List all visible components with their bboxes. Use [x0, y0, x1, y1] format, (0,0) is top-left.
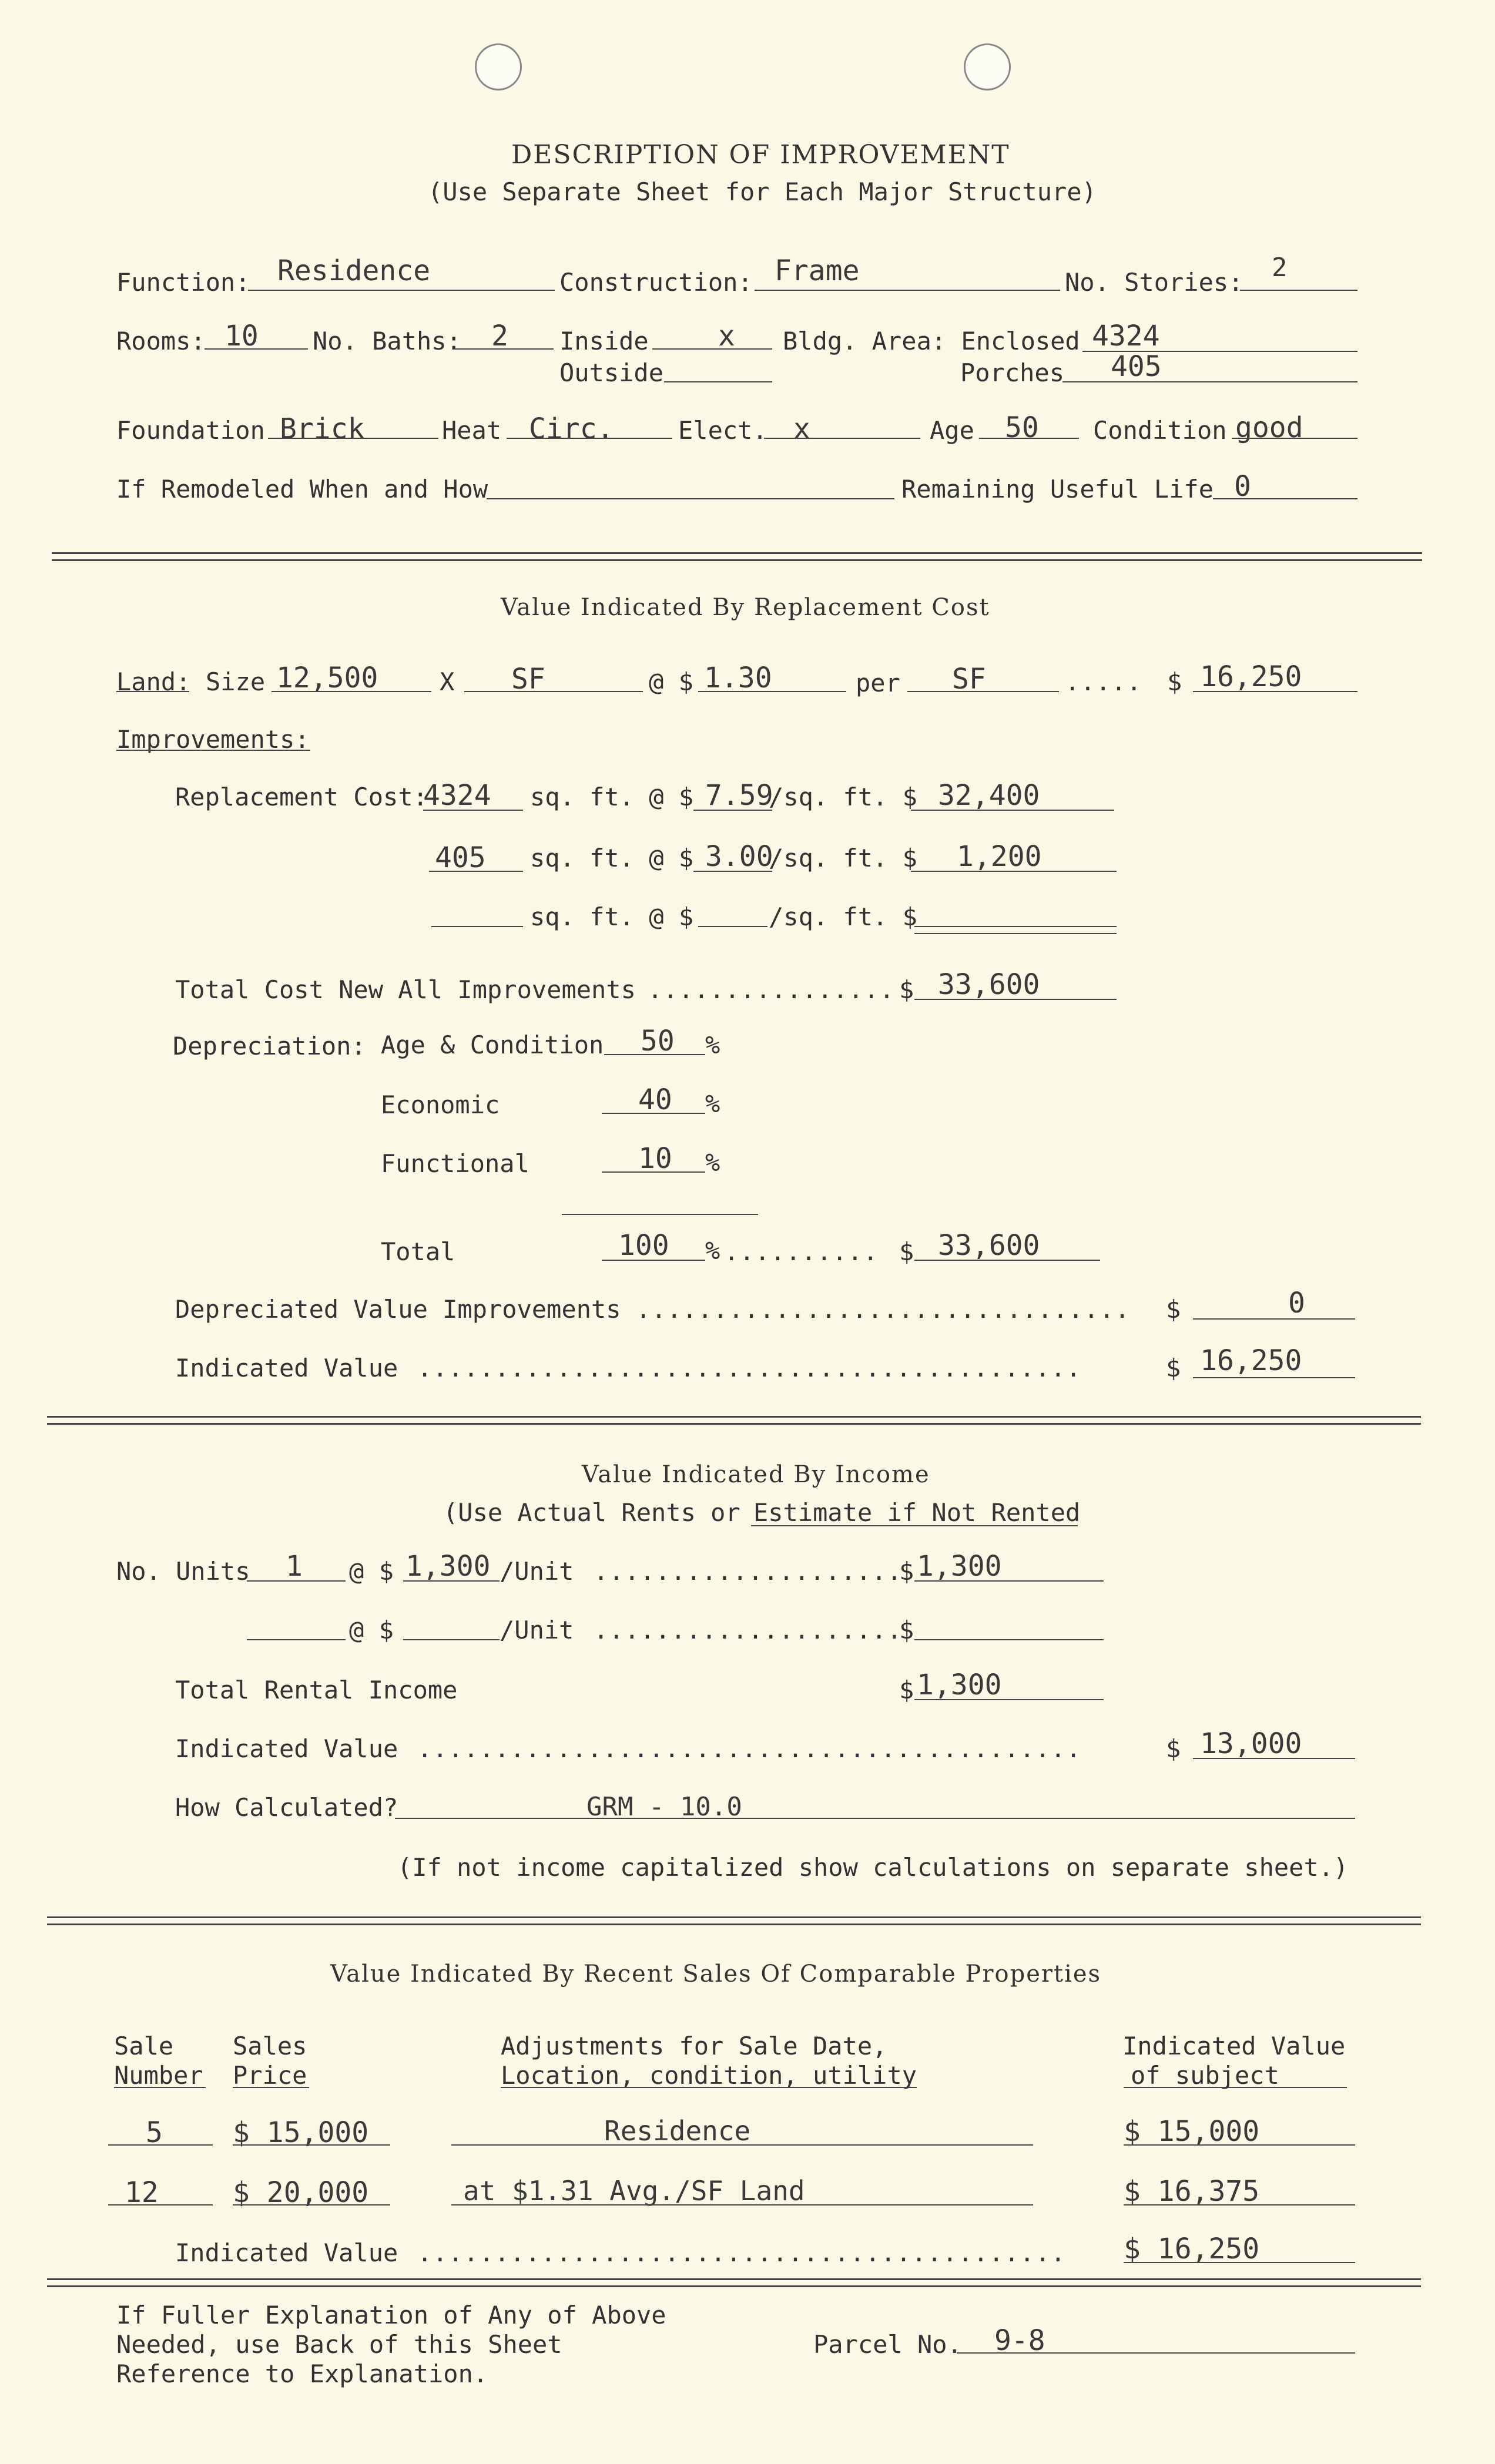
age-value: 50 [1005, 411, 1039, 444]
income-subheading-underline [751, 1525, 1078, 1526]
depreciated-value-label: Depreciated Value Improvements [175, 1295, 621, 1324]
how-calculated-value: GRM - 10.0 [586, 1792, 742, 1822]
stories-line [1240, 290, 1357, 291]
row2-sqft-at: sq. ft. @ $ [530, 844, 694, 872]
baths-value: 2 [491, 320, 508, 353]
row1-sqft-at: sq. ft. @ $ [530, 783, 694, 811]
sales-indicated-value: $ 16,250 [1124, 2233, 1260, 2265]
land-per-value: SF [952, 663, 986, 696]
sale1-price-line [233, 2144, 390, 2146]
porches-label: Porches [960, 358, 1065, 387]
condition-line [1232, 438, 1357, 439]
depreciation-total-dollar: $ [899, 1237, 914, 1266]
baths-label: No. Baths: [313, 327, 461, 355]
section-divider [52, 552, 1422, 554]
col-indicated-underline [1124, 2087, 1347, 2088]
construction-label: Construction: [559, 268, 753, 297]
per-label: per [856, 669, 900, 697]
improvements-label: Improvements: [116, 725, 310, 754]
land-dots: ..... [1065, 667, 1142, 696]
depreciation-total-line [602, 1260, 705, 1261]
units-row-dollar: $ [899, 1557, 914, 1586]
row1-rate-line [693, 810, 772, 811]
depreciation-total-amount: 33,600 [938, 1229, 1040, 1262]
per-unit-label: /Unit [500, 1557, 574, 1586]
section-divider [52, 559, 1422, 561]
row3-total-line [914, 926, 1117, 927]
sale2-price-line [233, 2204, 390, 2205]
section-divider [47, 1416, 1421, 1418]
parcel-label: Parcel No. [813, 2330, 962, 2359]
row2-sqft-line [429, 871, 523, 872]
depreciation-total-value: 100 [618, 1229, 669, 1262]
elect-value: x [793, 412, 810, 445]
land-unit-line [464, 691, 643, 692]
punch-hole-right [964, 43, 1011, 90]
income-indicated-dots: ........................................... [417, 1734, 1082, 1763]
enclosed-value: 4324 [1092, 320, 1160, 353]
total-cost-value: 33,600 [938, 968, 1040, 1001]
heat-label: Heat [442, 416, 502, 445]
economic-label: Economic [381, 1090, 500, 1119]
land-at-label: @ $ [649, 667, 693, 696]
total-rental-label: Total Rental Income [175, 1676, 458, 1704]
land-rate-line [698, 691, 846, 692]
land-dollar: $ [1167, 667, 1182, 696]
function-value: Residence [277, 254, 431, 287]
function-line [248, 290, 555, 291]
functional-label: Functional [381, 1149, 529, 1178]
parcel-value: 9-8 [994, 2324, 1045, 2357]
sale1-number: 5 [146, 2116, 163, 2149]
rent-line [403, 1580, 500, 1582]
section-divider [47, 1923, 1421, 1925]
col-indicated-line1: Indicated Value [1122, 2032, 1346, 2060]
footer-note-line2: Needed, use Back of this Sheet [116, 2330, 562, 2359]
land-label: Land: [116, 667, 191, 696]
age-condition-label: Age & Condition [381, 1030, 604, 1059]
row2-per-sqft: /sq. ft. $ [769, 844, 917, 872]
units-row-total-line [914, 1580, 1104, 1582]
sale1-number-line [108, 2144, 213, 2146]
remodeled-line [487, 498, 894, 499]
elect-label: Elect. [678, 416, 767, 445]
land-per-line [907, 691, 1059, 692]
depreciation-total-pct: % [705, 1236, 720, 1265]
inside-label: Inside [559, 327, 649, 355]
foundation-label: Foundation [116, 416, 265, 445]
income-heading: Value Indicated By Income [582, 1461, 930, 1488]
economic-pct: % [705, 1089, 720, 1118]
page-subtitle: (Use Separate Sheet for Each Major Structure) [428, 177, 1097, 206]
bldg-area-label: Bldg. Area: Enclosed [783, 327, 1080, 355]
sale1-adjustment: Residence [604, 2115, 751, 2147]
row1-sqft-value: 4324 [423, 779, 491, 812]
rooms-value: 10 [224, 320, 259, 353]
total-rental-line [914, 1699, 1104, 1700]
remaining-life-line [1213, 498, 1357, 499]
replacement-indicated-line [1193, 1377, 1355, 1378]
total-cost-label: Total Cost New All Improvements [175, 975, 636, 1004]
age-condition-value: 50 [641, 1025, 675, 1058]
stories-label: No. Stories: [1065, 268, 1243, 297]
sale2-adjustment-line [451, 2204, 1033, 2205]
depreciation-sum-line [562, 1214, 758, 1215]
age-label: Age [930, 416, 974, 445]
remaining-life-value: 0 [1234, 470, 1251, 503]
depreciated-value-line [1193, 1318, 1355, 1320]
parcel-line [957, 2352, 1355, 2354]
row2-total-value: 1,200 [957, 840, 1042, 873]
units2-dots: .................... [594, 1616, 903, 1644]
land-size-value: 12,500 [276, 662, 378, 694]
row1-per-sqft: /sq. ft. $ [769, 783, 917, 811]
row3-per-sqft: /sq. ft. $ [769, 902, 917, 931]
section-divider [47, 2285, 1421, 2287]
row3-sqft-at: sq. ft. @ $ [530, 902, 694, 931]
baths-line [454, 348, 554, 350]
total-cost-dots: ................ [648, 975, 895, 1004]
land-unit-value: SF [511, 663, 545, 696]
land-underline [116, 691, 189, 692]
rent-value: 1,300 [405, 1550, 491, 1583]
units-value: 1 [286, 1550, 303, 1583]
col-price-underline [233, 2087, 309, 2088]
income-indicated-line [1193, 1758, 1355, 1759]
total-rental-value: 1,300 [917, 1669, 1002, 1701]
depreciated-value-dots: ................................ [636, 1295, 1131, 1324]
row1-rate-value: 7.59 [705, 779, 773, 812]
row1-total-line [911, 810, 1114, 811]
sale2-number: 12 [125, 2176, 159, 2209]
outside-line [664, 381, 772, 382]
inside-value: x [718, 320, 735, 353]
rooms-label: Rooms: [116, 327, 206, 355]
sales-indicated-label: Indicated Value [175, 2238, 398, 2267]
sale2-adjustment: at $1.31 Avg./SF Land [463, 2175, 805, 2207]
col-adjustments-line1: Adjustments for Sale Date, [501, 2032, 887, 2060]
land-total-value: 16,250 [1200, 660, 1302, 693]
col-indicated-line2: of subject [1131, 2061, 1279, 2090]
rooms-line [205, 348, 308, 350]
sale1-price: $ 15,000 [233, 2116, 369, 2149]
col-sale-underline [114, 2087, 206, 2088]
sale2-indicated-line [1124, 2204, 1355, 2205]
land-size-line [271, 691, 431, 692]
depreciation-total-dots: .......... [724, 1237, 879, 1266]
sales-indicated-line [1124, 2262, 1355, 2263]
depreciated-value-dollar: $ [1166, 1295, 1181, 1324]
income-subheading-b: Estimate if Not Rented [753, 1498, 1081, 1527]
units2-at-dollar: @ $ [349, 1616, 394, 1644]
units2-row-dollar: $ [899, 1616, 914, 1644]
replacement-indicated-label: Indicated Value [175, 1354, 398, 1382]
remaining-life-label: Remaining Useful Life [901, 475, 1214, 503]
units-at-dollar: @ $ [349, 1557, 394, 1586]
elect-line [764, 438, 920, 439]
row2-rate-line [693, 871, 772, 872]
col-price-line1: Sales [233, 2032, 307, 2060]
row3-rate-line [698, 926, 767, 927]
sale2-number-line [108, 2204, 213, 2205]
per-unit2-label: /Unit [500, 1616, 574, 1644]
rent2-line [403, 1639, 500, 1640]
depreciation-total-label: Total [381, 1237, 455, 1266]
row2-total-line [911, 871, 1117, 872]
row3-total-double-line [914, 933, 1117, 934]
depreciated-value: 0 [1288, 1287, 1305, 1320]
income-indicated-label: Indicated Value [175, 1734, 398, 1763]
total-cost-line [914, 999, 1117, 1000]
section-divider [47, 1916, 1421, 1918]
replacement-indicated-dollar: $ [1166, 1354, 1181, 1382]
replacement-indicated-dots: ........................................... [417, 1354, 1082, 1382]
size-label: Size [206, 667, 266, 696]
construction-line [755, 290, 1060, 291]
depreciation-total-amount-line [914, 1260, 1100, 1261]
row1-total-value: 32,400 [938, 779, 1040, 812]
stories-value: 2 [1272, 253, 1288, 283]
units-row-total: 1,300 [917, 1550, 1002, 1583]
economic-value: 40 [638, 1083, 672, 1116]
remodeled-label: If Remodeled When and How [116, 475, 488, 503]
row2-sqft-value: 405 [435, 841, 486, 874]
improvements-underline [116, 750, 310, 751]
replacement-cost-label: Replacement Cost: [175, 783, 428, 811]
foundation-value: Brick [280, 412, 365, 445]
col-adjustments-line2: Location, condition, utility [501, 2061, 917, 2090]
income-indicated-dollar: $ [1166, 1734, 1181, 1763]
sale1-indicated: $ 15,000 [1124, 2115, 1260, 2148]
condition-label: Condition [1093, 416, 1227, 445]
replacement-heading: Value Indicated By Replacement Cost [501, 594, 990, 621]
footer-note-line1: If Fuller Explanation of Any of Above [116, 2301, 666, 2329]
functional-line [602, 1171, 705, 1173]
sales-indicated-dots: .......................................... [417, 2238, 1067, 2267]
condition-value: good [1235, 411, 1303, 444]
functional-pct: % [705, 1148, 720, 1177]
economic-line [602, 1113, 705, 1114]
age-condition-pct: % [705, 1030, 720, 1059]
units2-row-total-line [914, 1639, 1104, 1640]
sale2-indicated: $ 16,375 [1124, 2175, 1260, 2208]
sale1-adjustment-line [451, 2144, 1033, 2146]
heat-value: Circ. [529, 412, 614, 445]
col-sale-line1: Sale [114, 2032, 174, 2060]
land-total-line [1193, 691, 1357, 692]
total-cost-dollar: $ [899, 975, 914, 1004]
sale1-indicated-line [1124, 2144, 1355, 2146]
depreciation-label: Depreciation: [173, 1032, 366, 1060]
page-title: DESCRIPTION OF IMPROVEMENT [511, 140, 1010, 170]
construction-value: Frame [775, 254, 860, 287]
units-dots: .................... [594, 1557, 903, 1586]
col-sale-line2: Number [114, 2061, 203, 2090]
foundation-line [268, 438, 438, 439]
porches-value: 405 [1111, 350, 1162, 383]
replacement-indicated-value: 16,250 [1200, 1344, 1302, 1377]
age-condition-line [604, 1054, 705, 1055]
inside-line [652, 348, 772, 350]
income-indicated-value: 13,000 [1200, 1727, 1302, 1760]
sale2-price: $ 20,000 [233, 2176, 369, 2209]
units2-line [247, 1639, 346, 1640]
land-rate-value: 1.30 [704, 662, 772, 694]
income-note: (If not income capitalized show calculations on separate sheet.) [397, 1853, 1349, 1882]
outside-label: Outside [559, 358, 664, 387]
col-adjustments-underline [501, 2087, 917, 2088]
heat-line [507, 438, 672, 439]
col-price-line2: Price [233, 2061, 307, 2090]
age-line [979, 438, 1079, 439]
punch-hole-left [475, 43, 522, 90]
row1-sqft-line [423, 810, 523, 811]
how-calculated-line [395, 1818, 1355, 1819]
sales-heading: Value Indicated By Recent Sales Of Comparable Properties [330, 1961, 1102, 1988]
function-label: Function: [116, 268, 250, 297]
units-line [247, 1580, 346, 1582]
row2-rate-value: 3.00 [705, 840, 773, 873]
how-calculated-label: How Calculated? [175, 1793, 398, 1822]
units-label: No. Units [116, 1557, 250, 1586]
total-rental-dollar: $ [899, 1676, 914, 1704]
row3-sqft-line [431, 926, 523, 927]
land-x-label: X [440, 667, 455, 696]
section-divider [47, 1423, 1421, 1425]
porches-line [1062, 381, 1357, 382]
section-divider [47, 2278, 1421, 2280]
functional-value: 10 [638, 1142, 672, 1175]
income-subheading-a: (Use Actual Rents or [443, 1498, 756, 1527]
footer-note-line3: Reference to Explanation. [116, 2359, 488, 2388]
